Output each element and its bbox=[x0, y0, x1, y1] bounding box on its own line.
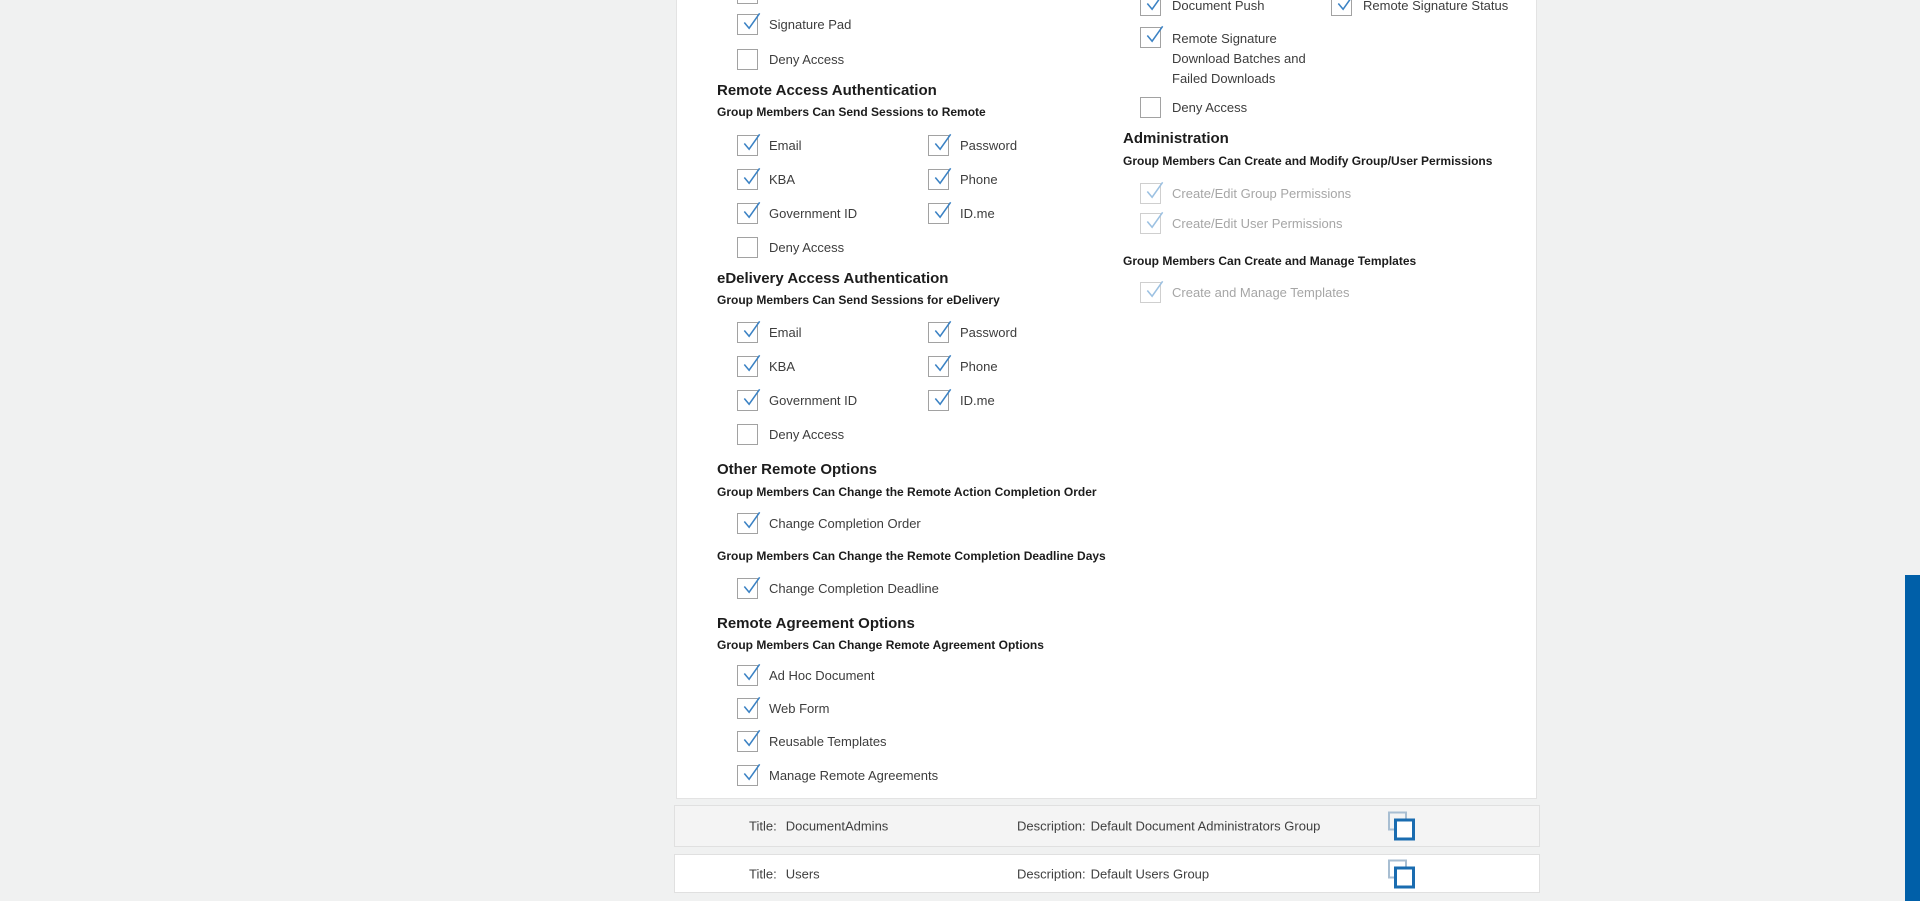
phone-checkbox[interactable] bbox=[928, 169, 949, 190]
description-label: Description: bbox=[1017, 866, 1086, 881]
subheading-completion-deadline: Group Members Can Change the Remote Completion Deadline Days bbox=[717, 549, 1106, 563]
email-checkbox[interactable] bbox=[737, 135, 758, 156]
checkbox-label: Change Completion Order bbox=[769, 516, 921, 531]
idme-row bbox=[928, 390, 995, 411]
subheading-completion-order: Group Members Can Change the Remote Action Completion Order bbox=[717, 485, 1097, 499]
checkbox-label: Create/Edit Group Permissions bbox=[1172, 186, 1352, 201]
subheading-manage-templates: Group Members Can Create and Manage Templates bbox=[1123, 254, 1417, 268]
remote-signature-status-row bbox=[1331, 0, 1508, 16]
deny-access-row bbox=[1140, 97, 1247, 118]
checkbox-label: KBA bbox=[769, 359, 796, 374]
phone-checkbox[interactable] bbox=[928, 356, 949, 377]
subheading-modify-permissions: Group Members Can Create and Modify Group/User Permissions bbox=[1123, 154, 1493, 168]
checkmark-icon bbox=[740, 661, 763, 684]
government-id-row bbox=[737, 203, 857, 224]
ad-hoc-document-checkbox[interactable] bbox=[737, 665, 758, 686]
checkbox-label: Government ID bbox=[769, 206, 858, 221]
idme-checkbox[interactable] bbox=[928, 390, 949, 411]
title-value: Users bbox=[785, 866, 820, 881]
email-row bbox=[737, 322, 802, 343]
title-label: Title: bbox=[749, 818, 777, 834]
create-edit-user-permissions-row bbox=[1140, 213, 1343, 234]
checkmark-icon bbox=[931, 318, 954, 341]
reusable-templates-row bbox=[737, 731, 887, 752]
checkmark-icon bbox=[931, 352, 954, 375]
checkmark-icon bbox=[1143, 209, 1166, 232]
checkmark-icon bbox=[740, 131, 763, 154]
cut-checkbox-row bbox=[737, 0, 758, 4]
deny-access-row bbox=[737, 424, 844, 445]
copy-icon-front-square bbox=[1394, 819, 1415, 841]
government-id-checkbox[interactable] bbox=[737, 390, 758, 411]
kba-row bbox=[737, 169, 795, 190]
phone-row bbox=[928, 169, 998, 190]
create-manage-templates-row bbox=[1140, 282, 1350, 303]
kba-checkbox[interactable] bbox=[737, 169, 758, 190]
create-edit-group-permissions-checkbox[interactable] bbox=[1140, 183, 1161, 204]
checkmark-icon bbox=[1143, 23, 1166, 46]
checkbox-label: Password bbox=[960, 325, 1018, 340]
section-heading-remote-agreement: Remote Agreement Options bbox=[717, 615, 915, 632]
deny-access-row bbox=[737, 49, 844, 70]
checkmark-icon bbox=[740, 574, 763, 597]
document-push-row bbox=[1140, 0, 1265, 16]
change-completion-order-checkbox[interactable] bbox=[737, 513, 758, 534]
checkbox-label: Deny Access bbox=[769, 427, 845, 442]
change-completion-order-row bbox=[737, 513, 921, 534]
section-heading-remote-access: Remote Access Authentication bbox=[717, 82, 937, 99]
checkbox-label: Change Completion Deadline bbox=[769, 581, 939, 596]
kba-checkbox[interactable] bbox=[737, 356, 758, 377]
checkbox-label: Ad Hoc Document bbox=[769, 668, 875, 683]
remote-signature-status-checkbox[interactable] bbox=[1331, 0, 1352, 16]
checkbox-label: Phone bbox=[960, 359, 998, 374]
checkbox-label: Create/Edit User Permissions bbox=[1172, 216, 1343, 231]
group-title bbox=[749, 819, 888, 834]
password-row bbox=[928, 322, 1017, 343]
checkbox-label: Manage Remote Agreements bbox=[769, 768, 939, 783]
manage-remote-agreements-row bbox=[737, 765, 938, 786]
checkmark-icon bbox=[740, 10, 763, 33]
group-title bbox=[749, 866, 820, 881]
ad-hoc-document-row bbox=[737, 665, 875, 686]
checkmark-icon bbox=[931, 386, 954, 409]
checkmark-icon bbox=[1143, 0, 1166, 14]
checkmark-icon bbox=[740, 761, 763, 784]
partial-checkbox[interactable] bbox=[737, 0, 758, 4]
section-heading-administration: Administration bbox=[1123, 130, 1229, 147]
password-checkbox[interactable] bbox=[928, 135, 949, 156]
checkbox-label: Document Push bbox=[1172, 0, 1265, 13]
checkbox-label: Signature Pad bbox=[769, 17, 852, 32]
checkbox-label: Email bbox=[769, 138, 802, 153]
email-checkbox[interactable] bbox=[737, 322, 758, 343]
deny-access-checkbox[interactable] bbox=[737, 424, 758, 445]
checkbox-label: KBA bbox=[769, 172, 796, 187]
checkmark-icon bbox=[740, 199, 763, 222]
checkmark-icon bbox=[931, 199, 954, 222]
checkbox-label: Deny Access bbox=[769, 52, 845, 67]
checkmark-icon bbox=[740, 165, 763, 188]
document-push-checkbox[interactable] bbox=[1140, 0, 1161, 16]
copy-icon-front-square bbox=[1394, 866, 1415, 888]
checkbox-label: Email bbox=[769, 325, 802, 340]
checkmark-icon bbox=[740, 509, 763, 532]
deny-access-checkbox[interactable] bbox=[737, 49, 758, 70]
checkbox-label: Deny Access bbox=[1172, 100, 1248, 115]
checkbox-label: Remote Signature Download Batches and Failed Downloads bbox=[1172, 31, 1306, 86]
copy-group-icon[interactable] bbox=[1388, 812, 1416, 841]
checkbox-label: Deny Access bbox=[769, 240, 845, 255]
section-heading-edelivery: eDelivery Access Authentication bbox=[717, 270, 949, 287]
create-manage-templates-checkbox[interactable] bbox=[1140, 282, 1161, 303]
checkbox-label: Password bbox=[960, 138, 1018, 153]
email-row bbox=[737, 135, 802, 156]
checkmark-icon bbox=[740, 352, 763, 375]
deny-access-checkbox[interactable] bbox=[737, 237, 758, 258]
remote-signature-download-checkbox[interactable] bbox=[1140, 27, 1161, 48]
idme-checkbox[interactable] bbox=[928, 203, 949, 224]
checkbox-label: Reusable Templates bbox=[769, 734, 887, 749]
change-completion-deadline-row bbox=[737, 578, 939, 599]
description-value: Default Document Administrators Group bbox=[1090, 818, 1321, 834]
group-permissions-panel bbox=[676, 0, 1537, 799]
phone-row bbox=[928, 356, 998, 377]
copy-group-icon[interactable] bbox=[1388, 859, 1416, 888]
subheading-send-sessions-remote: Group Members Can Send Sessions to Remote bbox=[717, 105, 986, 119]
group-description bbox=[1017, 819, 1320, 834]
government-id-checkbox[interactable] bbox=[737, 203, 758, 224]
group-row-users[interactable] bbox=[674, 854, 1540, 893]
checkbox-label: Government ID bbox=[769, 393, 858, 408]
password-row bbox=[928, 135, 1017, 156]
subheading-remote-agreement: Group Members Can Change Remote Agreement Options bbox=[717, 638, 1044, 652]
reusable-templates-checkbox[interactable] bbox=[737, 731, 758, 752]
group-row-documentadmins[interactable] bbox=[674, 805, 1540, 847]
create-edit-group-permissions-row bbox=[1140, 183, 1351, 204]
checkmark-icon bbox=[740, 318, 763, 341]
group-description bbox=[1017, 866, 1209, 881]
checkmark-icon bbox=[931, 165, 954, 188]
create-edit-user-permissions-checkbox[interactable] bbox=[1140, 213, 1161, 234]
subheading-send-sessions-edelivery: Group Members Can Send Sessions for eDelivery bbox=[717, 293, 1000, 307]
checkmark-icon bbox=[740, 386, 763, 409]
remote-signature-download-row bbox=[1140, 27, 1322, 89]
web-form-row bbox=[737, 698, 829, 719]
checkbox-label: ID.me bbox=[960, 393, 995, 408]
checkbox-label: ID.me bbox=[960, 206, 995, 221]
web-form-checkbox[interactable] bbox=[737, 698, 758, 719]
checkbox-label: Web Form bbox=[769, 701, 830, 716]
deny-access-checkbox[interactable] bbox=[1140, 97, 1161, 118]
title-label: Title: bbox=[749, 866, 777, 881]
description-label: Description: bbox=[1017, 818, 1086, 834]
password-checkbox[interactable] bbox=[928, 322, 949, 343]
section-heading-other-remote: Other Remote Options bbox=[717, 461, 878, 478]
title-value: DocumentAdmins bbox=[785, 818, 889, 834]
deny-access-row bbox=[737, 237, 844, 258]
change-completion-deadline-checkbox[interactable] bbox=[737, 578, 758, 599]
kba-row bbox=[737, 356, 795, 377]
checkbox-label: Remote Signature Status bbox=[1363, 0, 1509, 13]
checkmark-icon bbox=[931, 131, 954, 154]
checkmark-icon bbox=[1143, 278, 1166, 301]
checkmark-icon bbox=[740, 727, 763, 750]
government-id-row bbox=[737, 390, 857, 411]
idme-row bbox=[928, 203, 995, 224]
checkbox-label: Phone bbox=[960, 172, 998, 187]
signature-pad-checkbox[interactable] bbox=[737, 14, 758, 35]
scrollbar-thumb[interactable] bbox=[1905, 575, 1920, 901]
signature-pad-row bbox=[737, 14, 851, 35]
manage-remote-agreements-checkbox[interactable] bbox=[737, 765, 758, 786]
description-value: Default Users Group bbox=[1090, 866, 1210, 881]
checkmark-icon bbox=[740, 694, 763, 717]
checkmark-icon bbox=[1143, 179, 1166, 202]
checkmark-icon bbox=[1334, 0, 1357, 14]
checkbox-label: Create and Manage Templates bbox=[1172, 285, 1350, 300]
